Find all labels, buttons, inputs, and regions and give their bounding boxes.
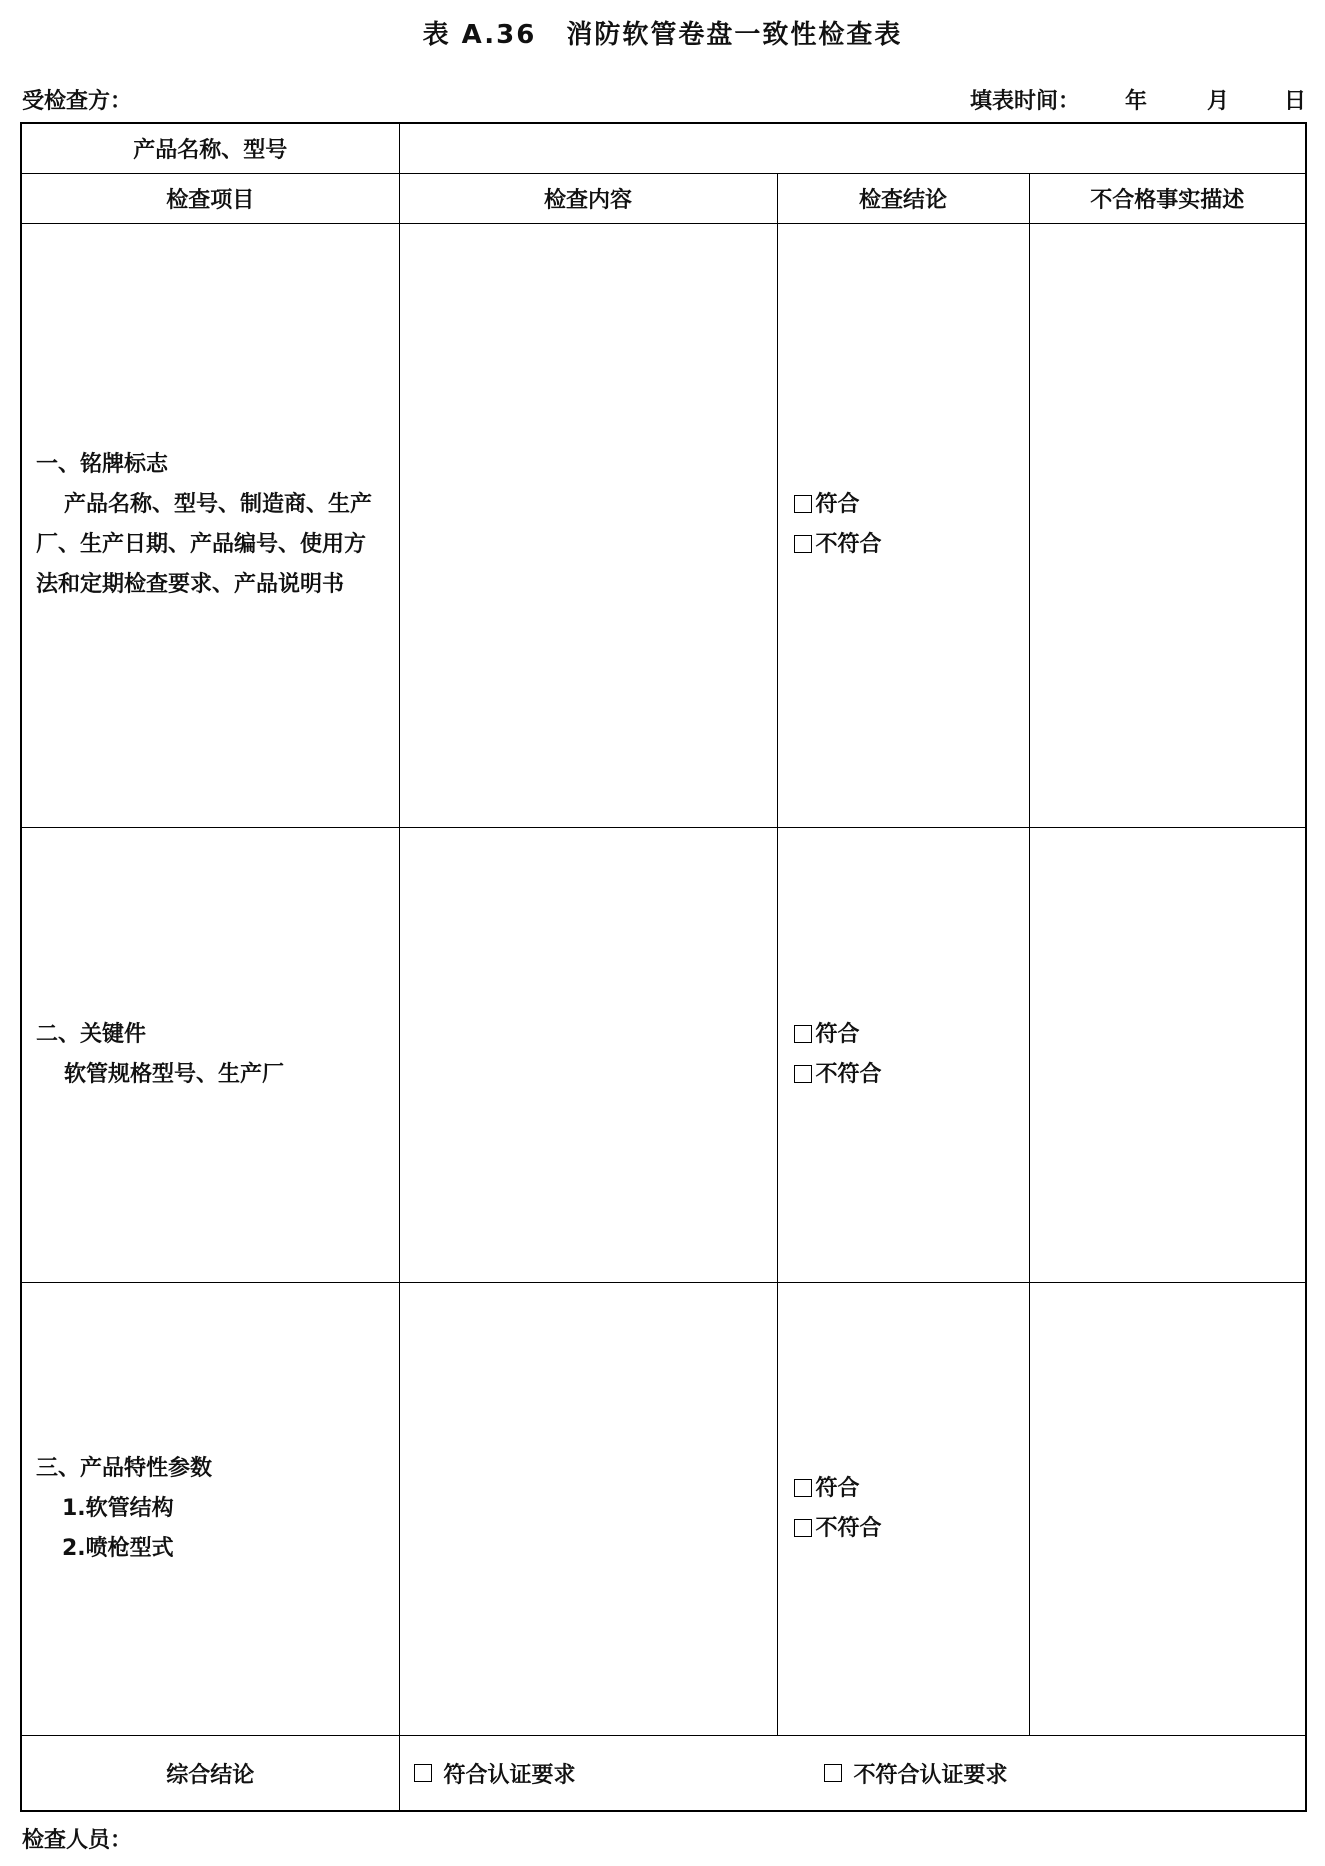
- conform-option[interactable]: [794, 485, 1029, 525]
- summary-label: 综合结论: [21, 1736, 399, 1811]
- header-item: 检查项目: [21, 173, 399, 223]
- item-title: 三、产品特性参数: [36, 1456, 213, 1482]
- product-row: [21, 123, 1306, 173]
- content-cell[interactable]: [399, 828, 777, 1283]
- header-row: [21, 173, 1306, 223]
- description-cell[interactable]: [1029, 223, 1306, 827]
- checkbox-icon[interactable]: [794, 1065, 812, 1083]
- item-line: 法和定期检查要求、产品说明书: [36, 572, 345, 598]
- description-cell[interactable]: [1029, 1283, 1306, 1736]
- header-content: 检查内容: [399, 173, 777, 223]
- year-label: 年: [1125, 89, 1148, 114]
- month-label: 月: [1207, 89, 1230, 114]
- fails-requirements-option[interactable]: [824, 1758, 1008, 1789]
- fails-requirements-label: 不符合认证要求: [853, 1762, 1008, 1788]
- table-row: [21, 828, 1306, 1283]
- inspector-label: 检查人员：: [22, 1828, 133, 1853]
- meets-requirements-option[interactable]: [414, 1758, 824, 1789]
- checkbox-icon[interactable]: [794, 535, 812, 553]
- conform-label: 符合: [815, 492, 860, 518]
- checkbox-icon[interactable]: [794, 495, 812, 513]
- content-cell[interactable]: [399, 223, 777, 827]
- checkbox-icon[interactable]: [794, 1479, 812, 1497]
- nonconform-label: 不符合: [815, 532, 882, 558]
- item-key-parts: [21, 828, 399, 1283]
- item-characteristics: [21, 1283, 399, 1736]
- checkbox-icon[interactable]: [794, 1519, 812, 1537]
- conclusion-cell: [777, 1283, 1029, 1736]
- day-label: 日: [1283, 89, 1306, 114]
- item-line: 厂、生产日期、产品编号、使用方: [36, 532, 367, 558]
- checkbox-icon[interactable]: [794, 1025, 812, 1043]
- document-title: [0, 14, 1325, 51]
- checkbox-icon[interactable]: [824, 1764, 842, 1782]
- description-cell[interactable]: [1029, 828, 1306, 1283]
- summary-options: [399, 1736, 1306, 1811]
- conform-label: 符合: [815, 1022, 860, 1048]
- checkbox-icon[interactable]: [414, 1764, 432, 1782]
- conclusion-cell: [777, 828, 1029, 1283]
- inspected-party-label: 受检查方：: [22, 89, 133, 114]
- header-description: 不合格事实描述: [1029, 173, 1306, 223]
- table-row: [21, 223, 1306, 827]
- item-line: 软管规格型号、生产厂: [64, 1062, 285, 1088]
- item-nameplate: [21, 223, 399, 827]
- item-title: 一、铭牌标志: [36, 452, 169, 478]
- nonconform-label: 不符合: [815, 1516, 882, 1542]
- table-row: [21, 1283, 1306, 1736]
- fill-time-label: 填表时间：: [970, 89, 1081, 114]
- fill-time: [970, 84, 1306, 115]
- product-name-field[interactable]: [399, 123, 1306, 173]
- header-conclusion: 检查结论: [777, 173, 1029, 223]
- nonconform-option[interactable]: [794, 1055, 1029, 1095]
- inspection-table: [20, 122, 1307, 1812]
- conform-option[interactable]: [794, 1469, 1029, 1509]
- summary-row: [21, 1736, 1306, 1811]
- conclusion-cell: [777, 223, 1029, 827]
- content-cell[interactable]: [399, 1283, 777, 1736]
- conform-label: 符合: [815, 1476, 860, 1502]
- table-title: 消防软管卷盘一致性检查表: [566, 20, 903, 50]
- item-title: 二、关键件: [36, 1022, 147, 1048]
- item-line: 1.软管结构: [62, 1496, 174, 1522]
- meets-requirements-label: 符合认证要求: [443, 1762, 576, 1788]
- table-number: 表 A.36: [422, 20, 537, 50]
- item-line: 产品名称、型号、制造商、生产: [64, 492, 373, 518]
- nonconform-option[interactable]: [794, 525, 1029, 565]
- conform-option[interactable]: [794, 1015, 1029, 1055]
- product-name-label: 产品名称、型号: [21, 123, 399, 173]
- nonconform-label: 不符合: [815, 1062, 882, 1088]
- item-line: 2.喷枪型式: [62, 1536, 174, 1562]
- nonconform-option[interactable]: [794, 1509, 1029, 1549]
